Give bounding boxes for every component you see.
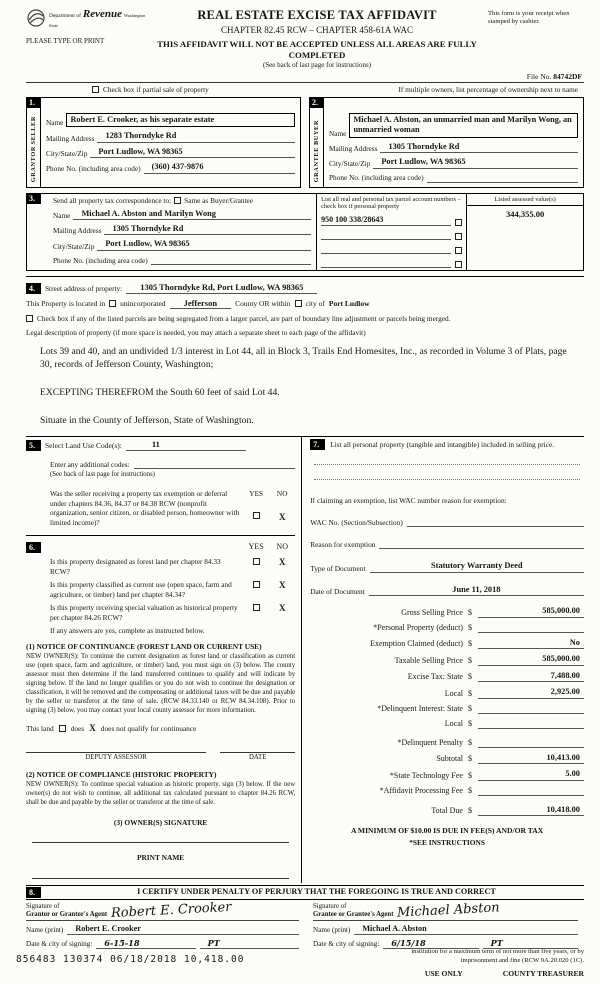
dollar-sign: $ [467,622,472,632]
does-not-label: does not qualify for continuance [100,724,197,734]
seller-side-label [27,98,41,186]
dollar-sign: $ [467,754,472,764]
perjury-text-2: imprisonment and fine (RCW 9A.20.020 (1C). [460,956,584,964]
section-1-badge: 1. [26,97,41,108]
grantor-word: GRANTOR [29,146,37,183]
county-treasurer-label: COUNTY TREASURER [502,968,584,978]
county-or-label: County OR within [235,298,291,308]
affidavit-processing-fee-label: *Affidavit Processing Fee [379,785,463,795]
current-use-no-mark[interactable]: X [278,580,286,591]
see-back-note: (See back of last page for instructions) [50,470,155,478]
grantor-signature-block [26,900,305,951]
this-land-label: This land [26,724,54,734]
section-6-badge: 6. [26,542,41,553]
exemption-no-mark[interactable]: X [278,512,286,523]
file-number-row [26,71,584,83]
seller-grantor-section [26,97,301,187]
does-qualify-checkbox[interactable] [59,725,66,732]
delinquent-penalty-field[interactable] [478,738,584,748]
delinquent-interest-state-label: *Delinquent Interest: State [377,703,463,713]
reason-exemption-field[interactable] [379,539,584,549]
multiple-owners-label: If multiple owners, list percentage of ownership next to name [398,84,578,94]
seller-phone-label: Phone No. (including area code) [46,164,141,174]
seller-word: SELLER [29,115,37,145]
if-yes-note: If any answers are yes, complete as instructed below. [50,626,205,636]
current-use-question: Is this property classified as current use (open space, farm and agriculture, or timber) land per chapter 84.34? [50,580,232,599]
subtotal-field[interactable]: 10,413.00 [478,753,584,765]
certification-section [26,885,584,951]
corr-city-field[interactable]: Port Ludlow, WA 98365 [97,239,311,250]
personal-property-deduct-field[interactable] [478,623,584,633]
excise-tax-state-label: Excise Tax: State [407,672,463,682]
use-only-label: USE ONLY [424,968,463,978]
dollar-sign: $ [467,607,472,617]
buyer-grantee-section [309,97,584,187]
form-header [26,8,584,70]
notice-compliance-title: (2) NOTICE OF COMPLIANCE (HISTORIC PROPERTY) [26,769,217,779]
receipt-note: This form is your receipt when stamped by cashier. [488,10,570,26]
dollar-sign: $ [467,806,472,816]
corr-name-field[interactable]: Michael A. Abston and Marilyn Wong [73,209,311,220]
personal-property-line-1[interactable] [314,450,580,465]
exemption-yes-checkbox[interactable] [253,512,260,519]
affidavit-processing-fee-field[interactable] [478,786,584,796]
dollar-sign: $ [467,639,472,649]
dollar-sign: $ [467,672,472,682]
gross-selling-price-label: Gross Selling Price [401,607,463,617]
partial-sale-row [26,83,584,96]
seller-phone-field[interactable]: (360) 437-9876 [144,162,295,173]
form-footer [16,948,584,978]
file-no-label: File No. [526,71,552,81]
no-header-2: NO [276,542,288,552]
print-name-line[interactable] [32,863,289,879]
reason-exemption-label: Reason for exemption [310,540,376,550]
buyer-city-field[interactable]: Port Ludlow, WA 98365 [373,157,578,168]
historical-no-mark[interactable]: X [278,603,286,614]
parcel-4-field[interactable] [321,258,451,268]
dollar-sign: $ [467,785,472,795]
land-use-label: Select Land Use Code(s): [45,441,122,451]
dollar-sign: $ [467,703,472,713]
grantee-date-field[interactable]: 6/15/18 [383,938,478,949]
notice-compliance-body: NEW OWNER(S): To continue special valuation as historic property, sign (3) below. If the new owner(s) do not wish to continue, all additional tax calculated pursuant to chapter 84.26 RCW, shall be due and payable by the seller or transferor at the time of sale. [26,781,296,807]
seller-name-field[interactable]: Robert E. Crooker, as his separate estate [66,113,295,127]
yes-header-2: YES [248,542,264,552]
city-of-label: city of [305,298,325,308]
corr-address-field[interactable]: 1305 Thorndyke Rd [104,224,311,235]
grantee-city-field[interactable]: PT [483,938,578,949]
send-correspondence-label: Send all property tax correspondence to: [53,195,172,205]
buyer-name-label: Name [329,128,347,138]
wac-no-label: WAC No. (Section/Subsection) [310,518,403,528]
dollar-sign: $ [467,770,472,780]
grantee-name-print-field[interactable]: Michael A. Abston [354,924,578,935]
grantee-word: GRANTEE [312,147,320,183]
grantee-signature-block [305,900,584,951]
located-in-label: This Property is located in [26,298,106,308]
buyer-address-field[interactable]: 1305 Thorndyke Rd [380,142,578,153]
parcel-numbers-header: List all real and personal tax parcel account numbers – check box if personal property [321,195,461,211]
current-use-yes-checkbox[interactable] [253,581,260,588]
total-due-label: Total Due [431,806,463,816]
doc-type-label: Type of Document [310,563,366,573]
grantee-signature[interactable]: Michael Abston [397,900,501,921]
partial-sale-label: Check box if partial sale of property [103,84,209,94]
city-field[interactable]: Port Ludlow [328,298,370,308]
doc-date-label: Date of Document [310,587,365,597]
property-address-section [26,276,584,428]
excise-tax-local-label: Local [444,688,463,698]
corr-phone-label: Phone No. (including area code) [53,255,148,265]
land-designation-section [26,536,295,878]
buyer-city-label: City/State/Zip [329,159,371,169]
legal-description-1: Lots 39 and 40, and an undivided 1/3 interest in Lot 44, all in Block 3, Trails End Homesites, Inc., as recorded in Volume 3 of Plats, page 30, records of Jefferson County, Washington; [40,346,567,371]
delinquent-interest-local-field[interactable] [478,719,584,729]
taxable-selling-price-label: Taxable Selling Price [394,655,463,665]
section-5-badge: 5. [26,440,41,451]
forest-yes-checkbox[interactable] [253,558,260,565]
parcel-2-field[interactable] [321,230,451,240]
section-4-badge: 4. [26,283,41,294]
street-address-label: Street address of property: [45,284,123,294]
corr-phone-field[interactable] [151,255,311,265]
type-or-print-label: PLEASE TYPE OR PRINT [26,37,105,45]
form-title: REAL ESTATE EXCISE TAX AFFIDAVIT [197,8,437,22]
grantor-signature[interactable]: Robert E. Crooker [110,900,232,922]
exemption-claimed-label: Exemption Claimed (deduct) [370,639,463,649]
grantee-agent-label: Grantee or Grantee's Agent [313,911,394,919]
notice-continuance-title: (1) NOTICE OF CONTINUANCE (FOREST LAND OR CURRENT USE) [26,642,262,652]
seller-address-field[interactable]: 1283 Thorndyke Rd [97,131,295,142]
grantee-date-city-label: Date & city of signing: [313,940,380,949]
land-use-code-field[interactable]: 11 [126,439,246,451]
grantee-signature-of-label: Signature of [313,902,347,910]
grantor-city-field[interactable]: PT [200,938,299,949]
form-warning: THIS AFFIDAVIT WILL NOT BE ACCEPTED UNLESS ALL AREAS ARE FULLY COMPLETED [157,38,477,60]
street-address-field[interactable]: 1305 Thorndyke Rd, Port Ludlow, WA 98365 [126,282,317,294]
dollar-sign: $ [467,718,472,728]
grantor-agent-label: Grantor or Grantor's Agent [26,911,108,919]
personal-property-deduct-label: *Personal Property (deduct) [373,622,463,632]
segregated-checkbox[interactable] [26,315,33,322]
parcel-4-personal-checkbox[interactable] [455,261,462,268]
parcel-1-personal-checkbox[interactable] [455,219,462,226]
deputy-assessor-signature-line[interactable]: DEPUTY ASSESSOR [26,752,206,762]
excise-tax-state-field[interactable]: 7,488.00 [478,671,584,683]
tax-exemption-question: Was the seller receiving a property tax exemption or deferral under chapters 84.36, 84.37 or 84.38 RCW (nonprofit organization, senior citizen, or disabled person, homeowner with limited income)? [50,489,240,527]
perjury-text-1: institution for a maximum term of not more than five years, or by [411,948,584,956]
seller-name-label: Name [46,118,64,128]
section-8-badge: 8. [26,887,41,898]
exemption-claimed-field[interactable]: No [478,638,584,650]
assessed-value-field[interactable]: 344,355.00 [467,205,583,270]
claiming-exemption-label: If claiming an exemption, list WAC number reason for exemption: [310,496,507,506]
doc-date-value: June 11, 2018 [452,584,501,594]
form-subtitle: CHAPTER 82.45 RCW – CHAPTER 458-61A WAC [221,24,413,35]
selling-price-section [310,439,584,847]
county-field[interactable]: Jefferson [170,298,232,310]
delinquent-interest-local-label: Local [444,718,463,728]
notice-continuance-body: NEW OWNER(S): To continue the current designation as forest land or classification as current use (open space, farm and agriculture, or timber) land, you must sign on (3) below. The county assessor must then determine if the land transferred continues to qualify and will indicate by signing below. If the land no longer qualifies or you do not wish to continue the designation or classification, it will be removed and the compensating or additional taxes will be due and payable by the seller or transferor at the time of sale. (RCW 84.33.140 or RCW 84.34.108). Prior to signing (3) below, you may contact your local county assessor for more information. [26,653,296,715]
deputy-date-line[interactable]: DATE [220,752,295,762]
subtotal-label: Subtotal [436,754,463,764]
does-label: does [70,724,85,734]
doc-type-value: Statutory Warranty Deed [431,561,523,571]
no-header: NO [276,489,288,499]
dollar-sign: $ [467,688,472,698]
cashier-stamp: 856483 130374 06/18/2018 10,418.00 [16,953,245,965]
same-as-buyer-label: Same as Buyer/Grantee [184,195,254,205]
same-as-buyer-checkbox[interactable] [174,197,181,204]
historical-yes-checkbox[interactable] [253,604,260,611]
gross-selling-price-field[interactable]: 585,000.00 [478,606,584,618]
corr-city-label: City/State/Zip [53,241,95,251]
unincorporated-checkbox[interactable] [109,300,116,307]
legal-description-label: Legal description of property (if more space is needed, you may attach a separate sheet to each page of the affidavit) [26,328,366,338]
personal-property-label: List all personal property (tangible and intangible) included in selling price. [330,440,555,450]
additional-codes-field[interactable] [134,459,296,469]
certification-statement: I CERTIFY UNDER PENALTY OF PERJURY THAT THE FOREGOING IS TRUE AND CORRECT [137,886,496,896]
parcel-3-field[interactable] [321,244,451,254]
grantor-date-field[interactable]: 6-15-18 [96,938,195,949]
land-use-section [26,439,295,536]
historical-question: Is this property receiving special valuation as historical property per chapter 84.26 RCW? [50,603,238,622]
grantee-name-print-label: Name (print) [313,925,351,934]
assessed-value-header: Listed assessed value(s) [494,195,556,203]
buyer-word: BUYER [312,120,320,146]
buyer-name-field[interactable]: Michael A. Abston, an unmarried man and Marilyn Wong, an unmarried woman [349,113,578,138]
parcel-3-personal-checkbox[interactable] [455,247,462,254]
partial-sale-checkbox[interactable] [92,86,99,93]
legal-description-2: EXCEPTING THEREFROM the South 60 feet of said Lot 44. [40,387,280,399]
state-technology-fee-label: *State Technology Fee [389,770,463,780]
forest-land-question: Is this property designated as forest land per chapter 84.33 RCW? [50,557,221,576]
grantor-name-print-field[interactable]: Robert E. Crooker [67,924,299,935]
tax-correspondence-section [26,193,584,271]
personal-property-line-2[interactable] [314,465,580,480]
instructions-note: (See back of last page for instructions) [262,60,372,69]
section-7-badge: 7. [310,439,325,450]
seller-address-label: Mailing Address [46,133,95,143]
additional-codes-label: Enter any additional codes: [50,459,130,469]
forest-no-mark[interactable]: X [278,557,286,568]
owners-signature-line[interactable] [32,827,289,843]
delinquent-penalty-label: *Delinquent Penalty [397,737,463,747]
grantor-signature-of-label: Signature of [26,902,60,910]
logo-revenue-text: Revenue [82,8,123,20]
seller-city-field[interactable]: Port Ludlow, WA 98365 [90,147,295,158]
tax-computation-table [310,606,584,816]
seller-city-label: City/State/Zip [46,149,88,159]
total-due-field[interactable]: 10,418.00 [478,805,584,817]
city-of-checkbox[interactable] [295,300,302,307]
file-no-value: 84742DF [553,71,582,81]
doc-type-field[interactable] [370,561,584,573]
taxable-selling-price-field[interactable]: 585,000.00 [478,654,584,666]
state-technology-fee-field[interactable]: 5.00 [478,769,584,781]
parcel-number-field[interactable]: 950 100 338/28643 [321,215,451,226]
buyer-phone-label: Phone No. (including area code) [329,173,424,183]
segregated-label: Check box if any of the listed parcels are being segregated from a larger parcel, are part of boundary line adjustment or parcels being merged. [37,314,451,324]
dollar-sign: $ [467,655,472,665]
grantor-name-print-label: Name (print) [26,925,64,934]
unincorporated-label: unincorporated [120,298,166,308]
legal-description-3: Situate in the County of Jefferson, State of Washington. [40,415,254,427]
owners-signature-label: (3) OWNER(S) SIGNATURE [113,818,208,828]
buyer-phone-field[interactable] [427,173,578,183]
buyer-side-label [310,98,324,186]
yes-header: YES [249,489,264,499]
corr-address-label: Mailing Address [53,226,102,236]
dor-logo [26,8,146,31]
wac-no-field[interactable] [407,517,584,527]
parcel-2-personal-checkbox[interactable] [455,233,462,240]
dor-swirl-icon [26,8,46,31]
section-3-badge: 3. [26,193,41,204]
section-2-badge: 2. [309,97,324,108]
delinquent-interest-state-field[interactable] [478,704,584,714]
see-instructions-note: *SEE INSTRUCTIONS [409,837,485,847]
dollar-sign: $ [467,737,472,747]
print-name-label: PRINT NAME [136,853,185,863]
doc-date-field[interactable] [369,585,584,597]
logo-dept-text: Department of [49,13,81,19]
corr-name-label: Name [53,210,71,220]
grantor-date-city-label: Date & city of signing: [26,940,93,949]
does-not-qualify-mark[interactable]: X [89,723,96,734]
minimum-fee-note: A MINIMUM OF $10.00 IS DUE IN FEE(S) AND/OR TAX [350,826,544,836]
excise-tax-local-field[interactable]: 2,925.00 [478,687,584,699]
logo-state-text: Washington State [49,13,146,28]
buyer-address-label: Mailing Address [329,144,378,154]
